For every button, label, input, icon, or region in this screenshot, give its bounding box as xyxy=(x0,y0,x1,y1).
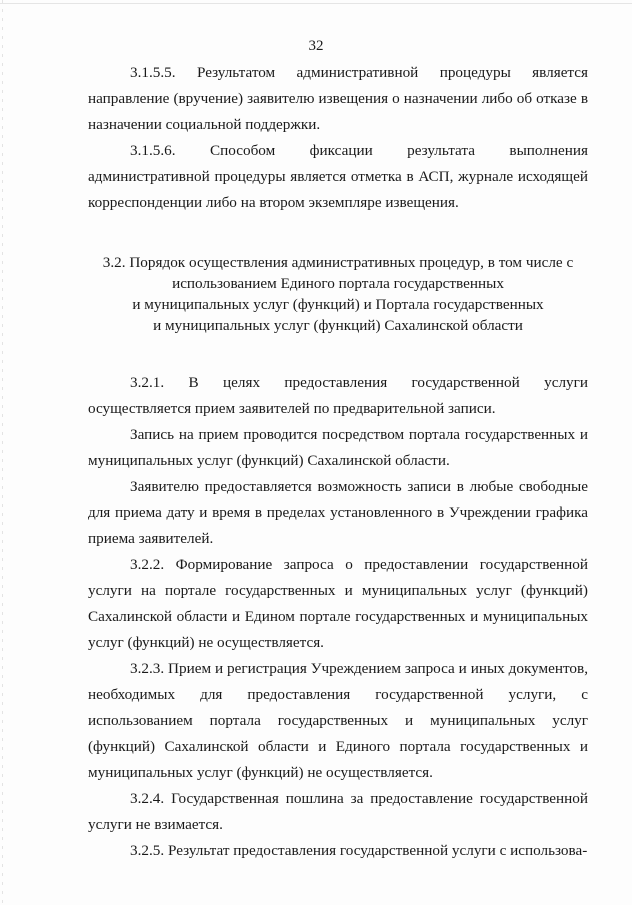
heading-line: и муниципальных услуг (функций) и Портала государственных xyxy=(132,296,544,313)
paragraph-3-1-5-5: 3.1.5.5. Результатом административной процедуры является направление (вручение) заявителю извещения о назначении либо об отказе в назначении социальной поддержки. xyxy=(88,64,588,133)
paragraph-3-1-5-6: 3.1.5.6. Способом фиксации результата выполнения административной процедуры является отметка в АСП, журнале исходящей корреспонденции либо на втором экземпляре извещения. xyxy=(88,142,588,211)
paragraph-3-2-1: 3.2.1. В целях предоставления государственной услуги осуществляется прием заявителей по предварительной записи. xyxy=(88,374,588,417)
scan-artifact-left-edge xyxy=(2,0,3,905)
paragraph-3-2-5: 3.2.5. Результат предоставления государственной услуги с использова- xyxy=(130,842,588,859)
heading-line: использованием Единого портала государственных xyxy=(172,275,504,292)
section-heading-3-2 xyxy=(88,252,588,336)
scan-artifact-top xyxy=(0,3,632,4)
paragraph-3-2-2: 3.2.2. Формирование запроса о предоставлении государственной услуги на портале государственных и муниципальных услуг (функций) Сахалинской области и Едином портале государственных и муниципальных услуг (функций) не осуществляется. xyxy=(88,556,588,651)
page-number: 32 xyxy=(308,38,324,54)
heading-line: 3.2. Порядок осуществления административных процедур, в том числе с xyxy=(102,254,574,271)
document-body xyxy=(88,60,588,864)
paragraph-free-slots: Заявителю предоставляется возможность записи в любые свободные для приема дату и время в пределах установленного в Учреждении графика приема заявителей. xyxy=(88,478,588,547)
paragraph-appointment: Запись на прием проводится посредством портала государственных и муниципальных услуг (функций) Сахалинской области. xyxy=(88,426,588,469)
paragraph-3-2-3: 3.2.3. Прием и регистрация Учреждением запроса и иных документов, необходимых для предоставления государственной услуги, с использованием портала государственных и муниципальных услуг (функций) Сахалинской области и Единого портала государственных и муниципальных услуг (функций) не осуществляется. xyxy=(88,660,588,781)
heading-line: и муниципальных услуг (функций) Сахалинской области xyxy=(153,317,523,334)
paragraph-3-2-4: 3.2.4. Государственная пошлина за предоставление государственной услуги не взимается. xyxy=(88,790,588,833)
